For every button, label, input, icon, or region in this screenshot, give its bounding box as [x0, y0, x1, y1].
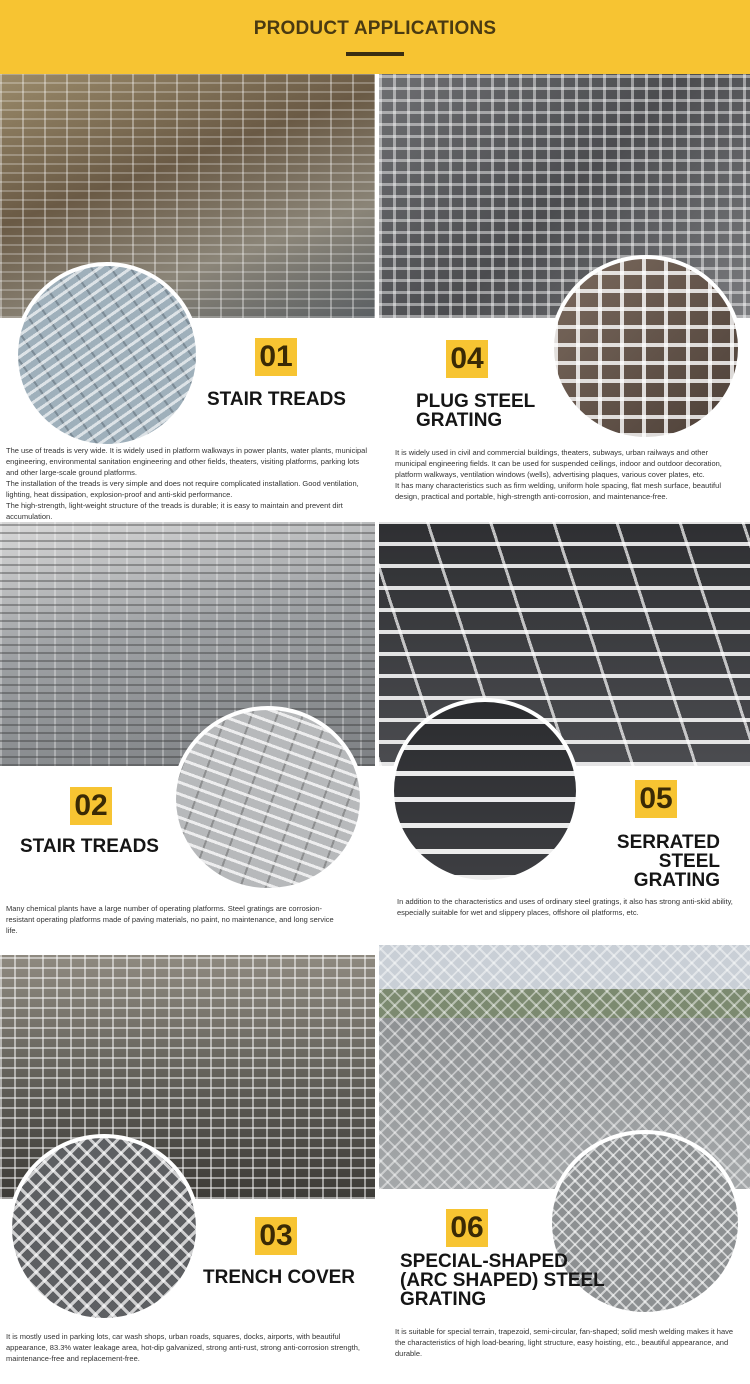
item-description-05: In addition to the characteristics and uses of ordinary steel gratings, it also has strong anti-skid ability, especially suitable for wet and slippery places, offshore oil platforms, etc. — [397, 897, 733, 917]
item-number-02: 02 — [70, 787, 112, 825]
detail-circle-04 — [550, 255, 742, 441]
item-title-06: SPECIAL-SHAPED (ARC SHAPED) STEEL GRATING — [400, 1251, 605, 1310]
item-number-06: 06 — [446, 1209, 488, 1247]
item-description-03: It is mostly used in parking lots, car wash shops, urban roads, squares, docks, airports, with beautiful appearance, 83.3% water leakage area, hot-dip galvanized, strong anti-rust, strong anti-corrosion strength, maintenance-free and replacement-free. — [6, 1332, 360, 1363]
item-title-01: STAIR TREADS — [207, 389, 346, 410]
item-description-02: Many chemical plants have a large number of operating platforms. Steel gratings are corrosion-resistant operating platforms made of paving materials, no paint, no maintenance, and long service life. — [6, 904, 334, 935]
item-title-04: PLUG STEEL GRATING — [416, 391, 536, 431]
page-title: PRODUCT APPLICATIONS — [253, 18, 497, 39]
detail-circle-01 — [14, 262, 200, 448]
item-title-05: SERRATED STEEL GRATING — [616, 832, 720, 891]
page-header — [0, 0, 750, 74]
item-title-03: TRENCH COVER — [203, 1267, 356, 1288]
detail-circle-05 — [390, 698, 580, 884]
item-number-04: 04 — [446, 340, 488, 378]
item-number-03: 03 — [255, 1217, 297, 1255]
item-title-02: STAIR TREADS — [20, 836, 159, 857]
item-number-01: 01 — [255, 338, 297, 376]
item-number-05: 05 — [635, 780, 677, 818]
detail-circle-02 — [172, 706, 364, 892]
item-description-01: The use of treads is very wide. It is widely used in platform walkways in power plants, water plants, municipal engineering, environmental sanitation engineering and other fields, theaters, visiting platforms, parking lots and other large-scale ground platforms. The installation of the treads is very simple and does not require complicated installation. Good ventilation, lighting, heat dissipation, explosion-proof and anti-skid performance. The high-strength, light-weight structure of the treads is durable; it is easy to maintain and prevent dirt accumulation. — [6, 446, 367, 521]
item-description-04: It is widely used in civil and commercial buildings, theaters, subways, urban railways and other municipal engineering fields. It can be used for suspended ceilings, indoor and outdoor decoration, platform walkways, ventilation windows (wells), advertising plaques, various cover plates, etc. It has many characteristics such as firm welding, uniform hole spacing, flat mesh surface, beautiful design, practical and portable, high-strength anti-corrosion, and maintenance-free. — [395, 448, 722, 501]
item-description-06: It is suitable for special terrain, trapezoid, semi-circular, fan-shaped; solid mesh welding makes it have the characteristics of high load-bearing, light structure, easy hoisting, etc., beautiful appearance, and durable. — [395, 1327, 734, 1358]
title-underline — [346, 52, 404, 56]
detail-circle-03 — [8, 1134, 200, 1322]
